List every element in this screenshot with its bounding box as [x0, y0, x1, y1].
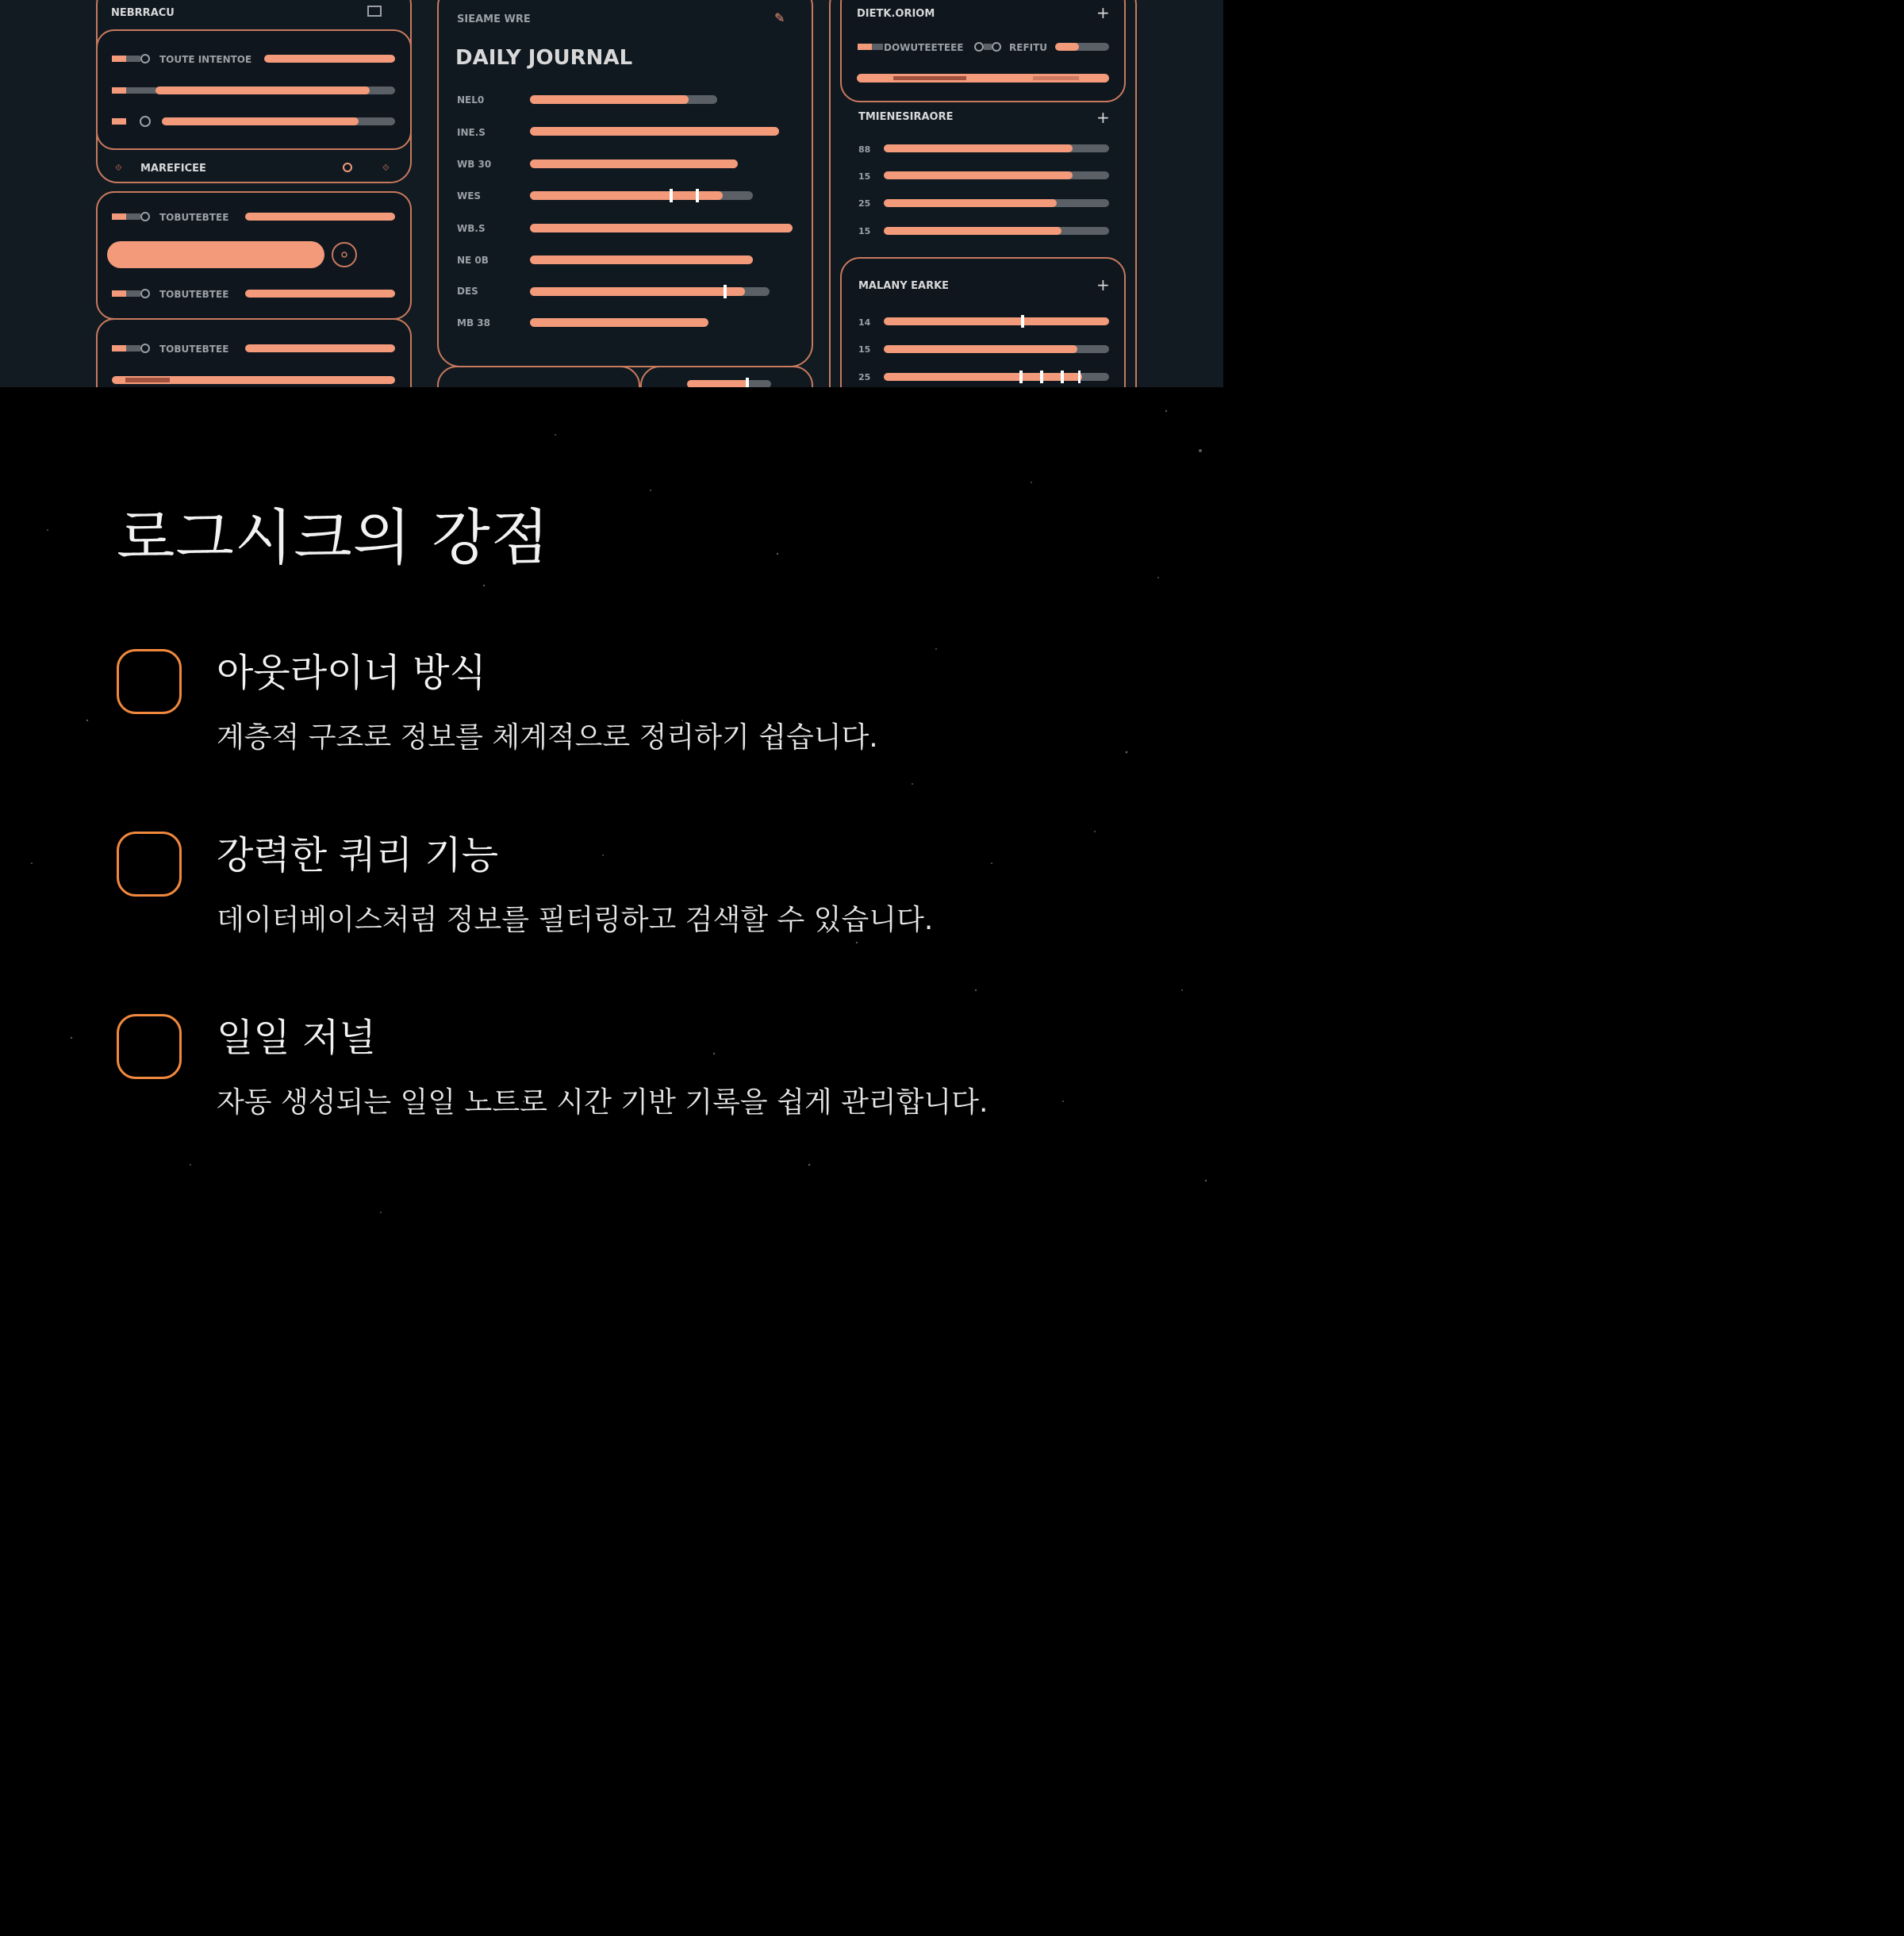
feature-description: 데이터베이스처럼 정보를 필터링하고 검색할 수 있습니다.: [217, 904, 934, 936]
rounded-square-icon: [117, 1014, 182, 1079]
progress-bar: [884, 144, 1073, 152]
right-header-3: MALANY EARKE: [858, 280, 950, 292]
feature-title: 일일 저널: [217, 1016, 376, 1060]
feature-outliner: [117, 649, 1108, 776]
feature-description: 계층적 구조로 정보를 체계적으로 정리하기 쉽습니다.: [217, 721, 878, 754]
right-row-number: 15: [858, 226, 871, 236]
right-row-number: 25: [858, 372, 871, 382]
progress-bar: [162, 117, 359, 125]
journal-row-label: WES: [457, 190, 482, 202]
rounded-square-icon: [117, 649, 182, 714]
feature-query: [117, 832, 1108, 958]
journal-row-label: DES: [457, 286, 478, 297]
feature-title: 강력한 쿼리 기능: [217, 833, 499, 878]
journal-row-label: WB 30: [457, 159, 492, 170]
left-panel-header: NEBRRACU: [111, 7, 175, 19]
journal-row-label: WB.S: [457, 223, 486, 234]
progress-bar: [530, 191, 723, 200]
progress-bar: [264, 55, 395, 63]
right-row-number: 14: [858, 317, 871, 328]
progress-bar: [530, 287, 745, 296]
right-header-1: DIETK.ORIOM: [857, 8, 935, 20]
feature-title: 아웃라이너 방식: [217, 651, 486, 695]
journal-row-label: MB 38: [457, 317, 490, 328]
right-header-2: TMIENESIRAORE: [858, 111, 954, 123]
progress-bar: [530, 95, 689, 104]
progress-bar: [884, 171, 1073, 179]
left-row1-label: TOUTE INTENTOE: [159, 54, 252, 65]
journal-row-label: NE 0B: [457, 255, 489, 266]
right-row-label: DOWUTEETEEE: [884, 42, 964, 53]
progress-bar: [530, 159, 738, 168]
left-row4-label: TOBUTEBTEE: [159, 344, 229, 355]
edit-icon: ✎: [774, 10, 785, 25]
left-row2-label: TOBUTEBTEE: [159, 212, 229, 223]
progress-bar: [884, 317, 1109, 325]
progress-bar: [245, 290, 395, 298]
feature-description: 자동 생성되는 일일 노트로 시간 기반 기록을 쉽게 관리합니다.: [217, 1086, 988, 1119]
progress-bar: [884, 227, 1061, 235]
journal-app-mockup: [0, 0, 1223, 387]
right-row-number: 15: [858, 171, 871, 182]
journal-row-label: NEL0: [457, 94, 485, 106]
left-section-label: MAREFICEE: [140, 163, 206, 175]
feature-daily-journal: [117, 1014, 1108, 1141]
progress-bar: [155, 86, 370, 94]
progress-bar: [884, 345, 1077, 353]
journal-title: DAILY JOURNAL: [455, 46, 633, 70]
add-icon[interactable]: +: [1096, 3, 1110, 22]
add-icon[interactable]: +: [1096, 108, 1110, 127]
right-row-number: 88: [858, 144, 871, 155]
link-icon: ⟐: [382, 163, 390, 173]
progress-bar: [245, 344, 395, 352]
mockup-illustration: [0, 0, 1223, 387]
progress-bar: [530, 224, 793, 232]
rounded-square-icon: [117, 832, 182, 897]
journal-row-label: INE.S: [457, 127, 486, 138]
right-row-number: 25: [858, 198, 871, 209]
right-row-number: 15: [858, 344, 871, 355]
progress-bar: [530, 318, 708, 327]
left-row3-label: TOBUTEBTEE: [159, 289, 229, 300]
journal-subtitle: SIEAME WRE: [457, 13, 531, 25]
progress-bar: [530, 255, 753, 264]
section-title: 로그시크의 강점: [117, 502, 551, 573]
progress-bar: [884, 373, 1082, 381]
add-icon[interactable]: +: [1096, 275, 1110, 294]
link-icon: ⟐: [115, 163, 122, 173]
journal-input-pill: [107, 241, 324, 268]
progress-bar: [530, 127, 779, 136]
progress-bar: [245, 213, 395, 221]
right-row-label-2: REFITU: [1009, 42, 1048, 53]
progress-bar: [884, 199, 1057, 207]
